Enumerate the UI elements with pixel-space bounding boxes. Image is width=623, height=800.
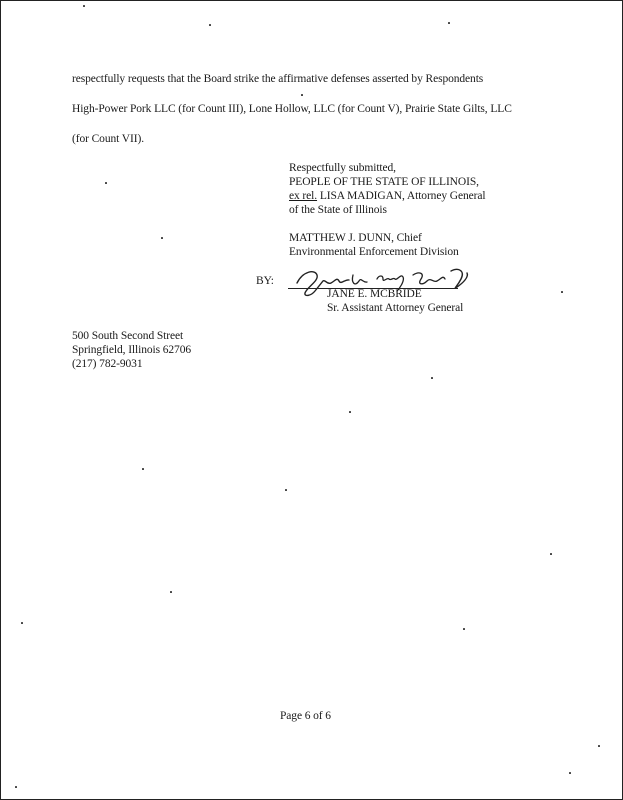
signer-name: JANE E. MCBRIDE <box>327 288 422 300</box>
chief-name: MATTHEW J. DUNN, Chief <box>289 232 422 244</box>
address-city: Springfield, Illinois 62706 <box>72 344 192 356</box>
state-line: of the State of Illinois <box>289 204 387 216</box>
party-name: PEOPLE OF THE STATE OF ILLINOIS, <box>289 176 479 188</box>
scan-speck <box>569 772 571 774</box>
page-number: Page 6 of 6 <box>280 710 331 722</box>
scan-speck <box>349 411 351 413</box>
by-label: BY: <box>256 275 274 287</box>
scan-speck <box>448 22 450 24</box>
scan-speck <box>561 291 563 293</box>
scan-speck <box>598 745 600 747</box>
scan-speck <box>105 182 107 184</box>
scan-speck <box>431 377 433 379</box>
scan-speck <box>550 553 552 555</box>
scan-speck <box>463 628 465 630</box>
scan-speck <box>21 622 23 624</box>
ex-rel-text: ex rel. <box>289 190 318 202</box>
scan-speck <box>301 94 303 96</box>
paragraph-line-2: High-Power Pork LLC (for Count III), Lone Hollow, LLC (for Count V), Prairie State Gilts, LLC <box>72 103 512 115</box>
scan-speck <box>15 786 17 788</box>
division-name: Environmental Enforcement Division <box>289 246 459 258</box>
address-phone: (217) 782-9031 <box>72 358 143 370</box>
paragraph-line-1: respectfully requests that the Board strike the affirmative defenses asserted by Respondents <box>72 73 484 85</box>
scan-speck <box>285 489 287 491</box>
closing-text: Respectfully submitted, <box>289 162 396 174</box>
scan-speck <box>161 237 163 239</box>
scan-speck <box>83 5 85 7</box>
scan-speck <box>209 24 211 26</box>
scan-speck <box>170 591 172 593</box>
scan-speck <box>142 468 144 470</box>
address-street: 500 South Second Street <box>72 330 184 342</box>
signer-title: Sr. Assistant Attorney General <box>327 302 464 314</box>
attorney-general-name: LISA MADIGAN, Attorney General <box>317 190 486 202</box>
attorney-general-line <box>289 189 485 203</box>
paragraph-line-3: (for Count VII). <box>72 133 144 145</box>
